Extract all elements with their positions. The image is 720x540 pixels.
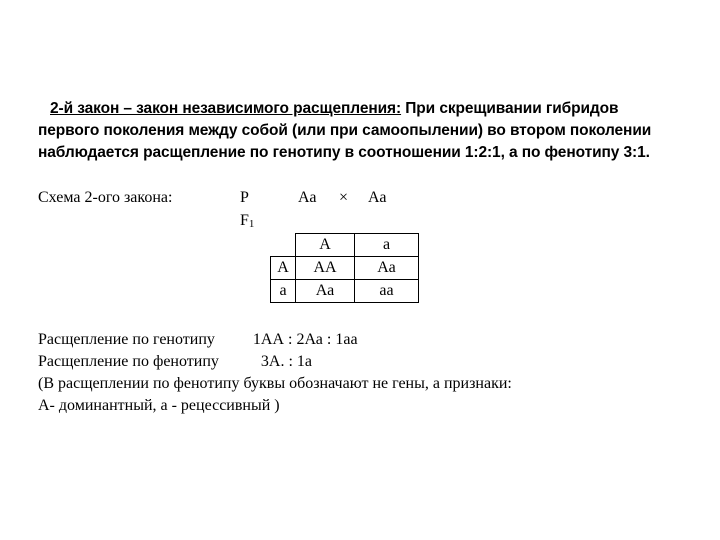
note-line-2: А- доминантный, а - рецессивный ) <box>38 397 280 414</box>
punnett-row-header: а <box>271 280 296 303</box>
punnett-cell: АА <box>296 257 355 280</box>
law-statement <box>38 98 708 164</box>
law-line-1-text: При скрещивании гибридов <box>401 100 619 117</box>
punnett-col-header: А <box>296 234 355 257</box>
phenotype-ratio-line <box>38 351 512 373</box>
f1-label <box>240 212 254 230</box>
note-line-1: (В расщеплении по фенотипу буквы обозначают не гены, а признаки: <box>38 375 512 392</box>
punnett-cell: аа <box>355 280 419 303</box>
punnett-cell: Аа <box>296 280 355 303</box>
law-heading: 2-й закон – закон независимого расщепления: <box>50 100 402 117</box>
punnett-corner <box>271 234 296 257</box>
genotype-label: Расщепление по генотипу <box>38 331 215 348</box>
punnett-square <box>270 233 419 303</box>
scheme-label: Схема 2-ого закона: <box>38 189 173 206</box>
law-line-3: наблюдается расщепление по генотипу в соотношении 1:2:1, а по фенотипу 3:1. <box>38 144 650 161</box>
cross-sign: × <box>339 189 349 206</box>
phenotype-label: Расщепление по фенотипу <box>38 353 219 370</box>
punnett-header-row <box>271 234 419 257</box>
parent-1-genotype: Аа <box>298 189 317 206</box>
results-block <box>38 329 512 417</box>
phenotype-value: 3А. : 1а <box>260 353 313 370</box>
punnett-col-header: а <box>355 234 419 257</box>
punnett-row <box>271 280 419 303</box>
parents-label: Р <box>240 189 249 206</box>
law-line-1 <box>38 98 708 120</box>
parent-2-genotype: Аа <box>368 189 387 206</box>
f1-subscript: 1 <box>248 218 255 230</box>
punnett-cell: Аа <box>355 257 419 280</box>
punnett-row <box>271 257 419 280</box>
genotype-ratio-line <box>38 329 512 351</box>
f1-letter: F <box>240 212 249 229</box>
punnett-row-header: А <box>271 257 296 280</box>
genotype-value: 1АА : 2Аа : 1аа <box>252 331 358 348</box>
law-line-2: первого поколения между собой (или при самоопылении) во втором поколении <box>38 122 652 139</box>
